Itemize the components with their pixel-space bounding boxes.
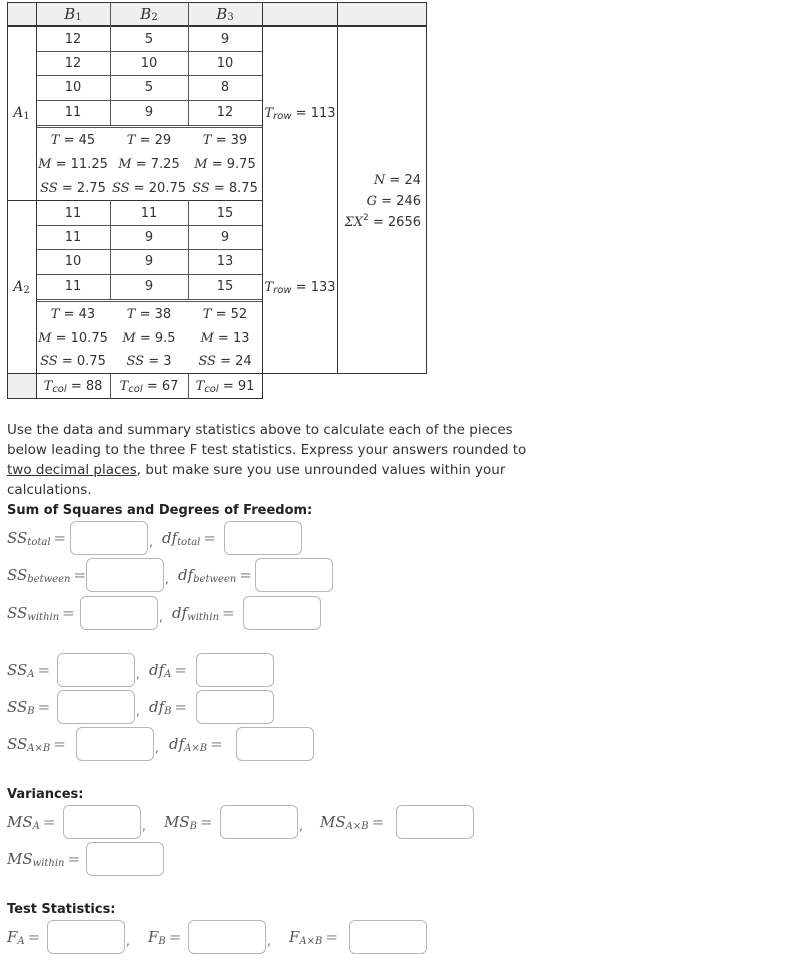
row-label-a1: A 1 xyxy=(13,105,30,122)
ss-between-label: SS between = xyxy=(7,566,87,585)
a2b3-ss: SS = 24 xyxy=(198,354,252,369)
row-label-a2: A 2 xyxy=(13,279,30,296)
instructions-text: Use the data and summary statistics above to calculate each of the pieces below leading to the three F test statistics. Express your answers rounded to two decimal places, but make sure you use unrounded values within your calculations. xyxy=(7,422,527,498)
f-b-input[interactable] xyxy=(188,920,266,954)
ss-a-input[interactable] xyxy=(57,653,135,687)
a2b1-score: 10 xyxy=(64,254,82,269)
ss-b-label: SS B = xyxy=(7,698,51,717)
col-header-b3: B 3 xyxy=(216,5,234,23)
ss-a-label: SS A = xyxy=(7,661,51,680)
separator: , xyxy=(299,819,303,833)
a2b3-mean: M = 13 xyxy=(200,330,250,346)
a1b1-mean: M = 11.25 xyxy=(38,156,108,172)
a2b3-score: 15 xyxy=(216,205,234,221)
a1b1-ss: SS = 2.75 xyxy=(40,180,106,196)
separator: , xyxy=(159,610,163,624)
separator: , xyxy=(267,934,271,948)
a1-row-total: T row = 113 xyxy=(264,105,336,122)
ss-axb-label: SS A×B = xyxy=(7,735,66,754)
a2b3-total: T = 52 xyxy=(202,306,248,322)
b3-col-total: T col = 91 xyxy=(195,378,255,395)
col-header-b1: B 1 xyxy=(64,5,82,23)
a1b2-score: 5 xyxy=(144,31,154,47)
col-header-b2: B 2 xyxy=(140,5,158,23)
a2b3-score: 15 xyxy=(216,279,234,294)
a2b3-score: 13 xyxy=(216,254,234,269)
separator: , xyxy=(136,667,140,681)
a2b2-score: 9 xyxy=(144,254,154,269)
ms-axb-label: MS A×B = xyxy=(320,813,385,832)
ss-within-input[interactable] xyxy=(80,596,158,630)
total-n: N = 24 xyxy=(373,173,421,188)
df-axb-input[interactable] xyxy=(236,727,314,761)
section-title-variances: Variances: xyxy=(7,787,84,802)
a1b2-ss: SS = 20.75 xyxy=(112,180,186,196)
ms-a-input[interactable] xyxy=(63,805,141,839)
a2b1-score: 11 xyxy=(64,229,82,245)
df-between-label: df between = xyxy=(178,566,252,585)
a2b2-mean: M = 9.5 xyxy=(122,330,176,346)
f-a-input[interactable] xyxy=(47,920,125,954)
a1b2-score: 9 xyxy=(144,105,154,120)
ss-between-input[interactable] xyxy=(86,558,164,592)
ms-within-label: MS within = xyxy=(7,850,81,869)
separator: , xyxy=(136,704,140,718)
a2b1-score: 11 xyxy=(64,279,82,294)
section-title-test-statistics: Test Statistics: xyxy=(7,902,116,917)
a1b3-score: 8 xyxy=(220,80,230,95)
a2b1-total: T = 43 xyxy=(50,306,96,322)
df-a-label: df A = xyxy=(149,661,187,680)
a2b2-score: 11 xyxy=(140,205,158,221)
a2-row-total: T row = 133 xyxy=(264,279,336,296)
a1b1-score: 10 xyxy=(64,80,82,95)
decimal-places-link[interactable]: two decimal places xyxy=(7,462,137,478)
df-between-input[interactable] xyxy=(255,558,333,592)
ms-axb-input[interactable] xyxy=(396,805,474,839)
ms-b-label: MS B = xyxy=(164,813,213,832)
f-axb-label: F A×B = xyxy=(289,928,338,947)
grand-totals xyxy=(338,170,426,235)
a1b2-total: T = 29 xyxy=(126,132,172,148)
a2b1-mean: M = 10.75 xyxy=(38,330,108,346)
a1b1-total: T = 45 xyxy=(50,132,96,148)
a1b2-score: 10 xyxy=(140,55,158,71)
b2-col-total: T col = 67 xyxy=(119,378,179,395)
f-b-label: F B = xyxy=(148,928,182,947)
f-a-label: F A = xyxy=(7,928,41,947)
a1b1-score: 11 xyxy=(64,105,82,120)
separator: , xyxy=(126,934,130,948)
df-total-input[interactable] xyxy=(224,521,302,555)
df-b-input[interactable] xyxy=(196,690,274,724)
a2b1-score: 11 xyxy=(64,205,82,221)
a2b2-score: 9 xyxy=(144,279,154,294)
section-title-ss-df: Sum of Squares and Degrees of Freedom: xyxy=(7,503,313,518)
a1b3-score: 12 xyxy=(216,105,234,120)
separator: , xyxy=(155,741,159,755)
df-axb-label: df A×B = xyxy=(169,735,223,754)
ms-b-input[interactable] xyxy=(220,805,298,839)
a2b2-ss: SS = 3 xyxy=(126,354,172,369)
a1b3-mean: M = 9.75 xyxy=(194,156,256,172)
ms-a-label: MS A = xyxy=(7,813,56,832)
sum-x-squared: $\Sigma X^2 = 2656$ xyxy=(344,213,421,230)
separator: , xyxy=(165,572,169,586)
a2b1-ss: SS = 0.75 xyxy=(40,354,106,369)
a1b3-ss: SS = 8.75 xyxy=(192,180,258,196)
a1b1-score: 12 xyxy=(64,55,82,71)
ss-b-input[interactable] xyxy=(57,690,135,724)
a1b3-total: T = 39 xyxy=(202,132,248,148)
a1b2-score: 5 xyxy=(144,80,154,95)
a1b3-score: 10 xyxy=(216,55,234,71)
a2b3-score: 9 xyxy=(220,229,230,245)
ss-axb-input[interactable] xyxy=(76,727,154,761)
ss-total-label: SS total = xyxy=(7,529,67,548)
df-a-input[interactable] xyxy=(196,653,274,687)
b1-col-total: T col = 88 xyxy=(43,378,103,395)
f-axb-input[interactable] xyxy=(349,920,427,954)
a2b2-total: T = 38 xyxy=(126,306,172,322)
df-within-input[interactable] xyxy=(243,596,321,630)
df-total-label: df total = xyxy=(162,529,216,548)
ss-within-label: SS within = xyxy=(7,604,75,623)
a2b2-score: 9 xyxy=(144,229,154,245)
a1b1-score: 12 xyxy=(64,31,82,47)
a1b3-score: 9 xyxy=(220,31,230,47)
ms-within-input[interactable] xyxy=(86,842,164,876)
a1b2-mean: M = 7.25 xyxy=(118,156,180,172)
ss-total-input[interactable] xyxy=(70,521,148,555)
separator: , xyxy=(149,535,153,549)
df-within-label: df within = xyxy=(172,604,235,623)
separator: , xyxy=(142,819,146,833)
grand-total-g: G = 246 xyxy=(366,194,421,209)
df-b-label: df B = xyxy=(149,698,188,717)
